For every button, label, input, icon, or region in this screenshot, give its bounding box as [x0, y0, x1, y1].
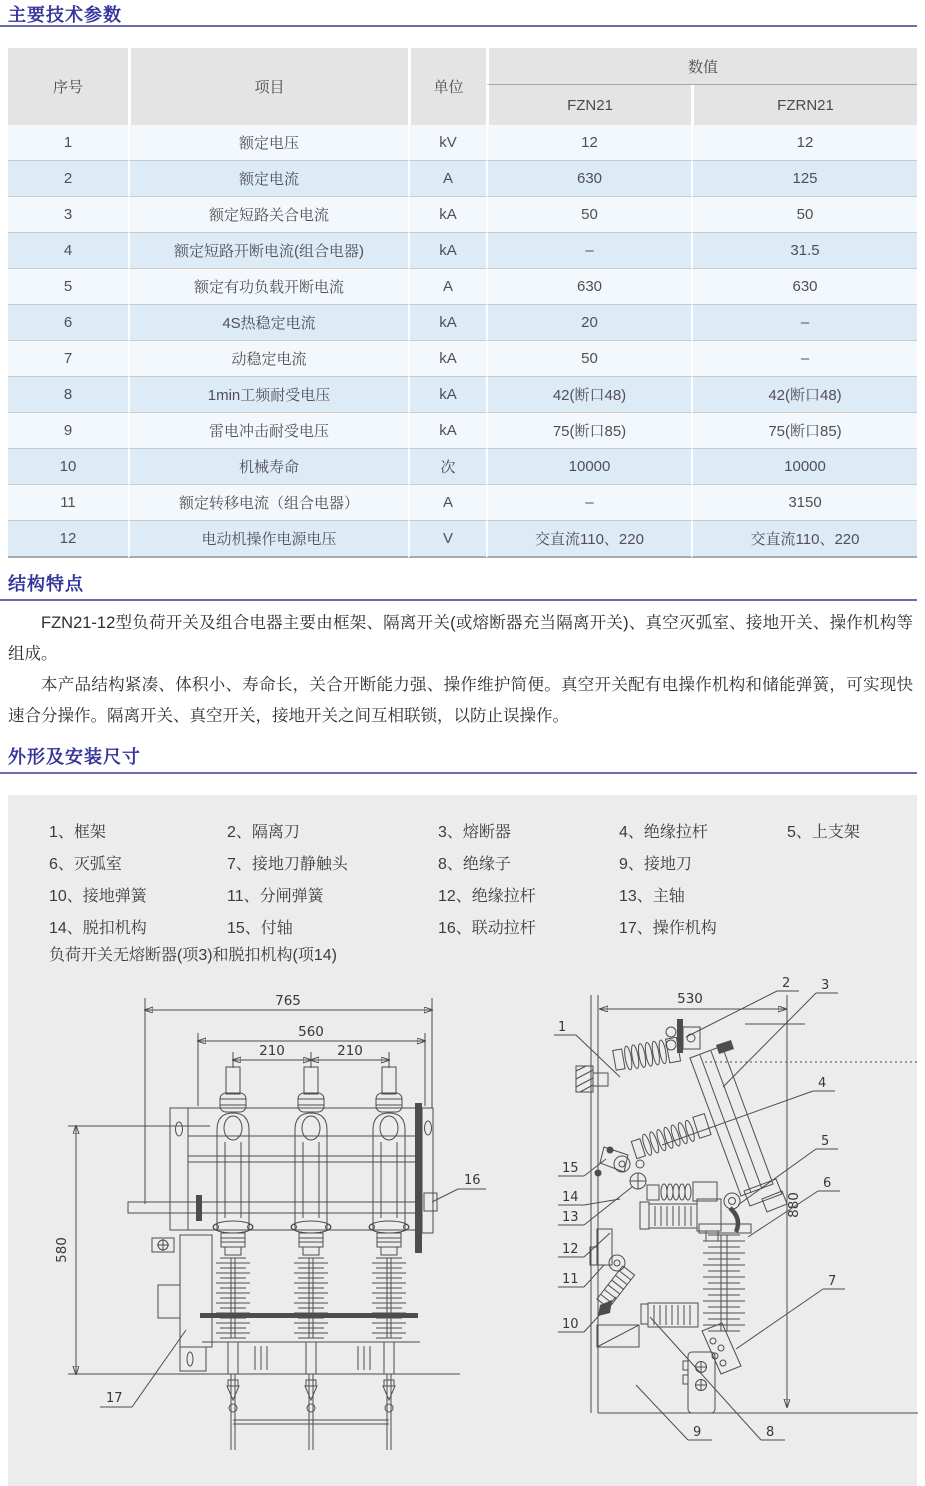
dim-height: 880 — [786, 1192, 802, 1218]
cell-fzn21: 交直流110、220 — [486, 521, 691, 558]
table-row — [8, 449, 917, 485]
label-17: 17 — [106, 1391, 123, 1406]
dim-height: 580 — [54, 1237, 70, 1263]
table-row — [8, 305, 917, 341]
cell-fzrn21: – — [691, 305, 917, 341]
front-view-drawing — [40, 990, 500, 1460]
cell-index: 5 — [8, 269, 128, 305]
col-header-value: 数值 — [486, 48, 917, 85]
label-2: 2 — [782, 976, 791, 991]
cell-item: 电动机操作电源电压 — [128, 521, 408, 558]
label-12: 12 — [562, 1242, 579, 1257]
cell-index: 3 — [8, 197, 128, 233]
cell-fzrn21: 42(断口48) — [691, 377, 917, 413]
table-row — [8, 377, 917, 413]
cell-fzrn21: 3150 — [691, 485, 917, 521]
cell-unit: kA — [408, 377, 486, 413]
structure-description — [8, 608, 913, 732]
part-item: 9、接地刀 — [619, 855, 692, 873]
frame-column — [576, 995, 918, 1413]
part-item: 10、接地弹簧 — [49, 887, 147, 905]
cell-unit: A — [408, 269, 486, 305]
cell-fzn21: 42(断口48) — [486, 377, 691, 413]
insulating-rod — [630, 1114, 711, 1160]
cell-index: 8 — [8, 377, 128, 413]
cell-fzrn21: 10000 — [691, 449, 917, 485]
label-13: 13 — [562, 1210, 579, 1225]
col-header-index: 序号 — [8, 48, 128, 125]
cell-item: 雷电冲击耐受电压 — [128, 413, 408, 449]
cell-unit: kA — [408, 413, 486, 449]
part-item: 17、操作机构 — [619, 919, 717, 937]
cell-item: 额定转移电流（组合电器） — [128, 485, 408, 521]
structure-paragraph-2: 本产品结构紧凑、体积小、寿命长，关合开断能力强、操作维护简便。真空开关配有电操作机构和储能弹簧，可实现快速合分操作。隔离开关、真空开关，接地开关之间互相联锁，以防止误操作。 — [8, 676, 913, 725]
cell-unit: kA — [408, 197, 486, 233]
table-header — [8, 48, 917, 125]
cell-item: 额定短路关合电流 — [128, 197, 408, 233]
cell-item: 1min工频耐受电压 — [128, 377, 408, 413]
lower-bellows — [641, 1303, 698, 1327]
parts-row — [49, 910, 860, 942]
cell-fzrn21: 交直流110、220 — [691, 521, 917, 558]
label-3: 3 — [821, 978, 830, 993]
col-header-unit: 单位 — [408, 48, 486, 125]
cell-fzn21: 630 — [486, 269, 691, 305]
table-row — [8, 521, 917, 558]
part-item: 13、主轴 — [619, 887, 685, 905]
table-row — [8, 233, 917, 269]
table-row — [8, 341, 917, 377]
label-16: 16 — [464, 1173, 481, 1188]
cell-index: 9 — [8, 413, 128, 449]
col-header-fzn21: FZN21 — [486, 85, 691, 125]
parts-row — [49, 846, 860, 878]
cell-fzn21: 10000 — [486, 449, 691, 485]
part-item: 7、接地刀静触头 — [227, 855, 348, 873]
cell-unit: kV — [408, 125, 486, 161]
cell-fzn21: 50 — [486, 197, 691, 233]
cell-fzrn21: 125 — [691, 161, 917, 197]
cell-item: 额定有功负载开断电流 — [128, 269, 408, 305]
cell-unit: V — [408, 521, 486, 558]
section-rule — [0, 599, 917, 601]
cell-item: 机械寿命 — [128, 449, 408, 485]
cell-item: 额定电压 — [128, 125, 408, 161]
cell-index: 4 — [8, 233, 128, 269]
vacuum-interrupter — [699, 1224, 751, 1331]
parts-row — [49, 814, 860, 846]
part-item: 16、联动拉杆 — [438, 919, 536, 937]
label-1: 1 — [558, 1020, 567, 1035]
label-8: 8 — [766, 1425, 775, 1440]
table-row — [8, 485, 917, 521]
cell-fzn21: – — [486, 485, 691, 521]
part-item: 8、绝缘子 — [438, 855, 511, 873]
cell-fzrn21: 75(断口85) — [691, 413, 917, 449]
drawing-panel — [8, 795, 917, 1486]
part-item: 5、上支架 — [787, 823, 860, 841]
cell-unit: A — [408, 485, 486, 521]
section-title-structure: 结构特点 — [8, 574, 84, 594]
cell-fzrn21: 630 — [691, 269, 917, 305]
upper-insulator — [612, 1037, 680, 1072]
cell-unit: A — [408, 161, 486, 197]
cell-unit: kA — [408, 341, 486, 377]
cell-unit: 次 — [408, 449, 486, 485]
cell-unit: kA — [408, 305, 486, 341]
dim-mount-width: 560 — [298, 1024, 324, 1040]
table-row — [8, 197, 917, 233]
cell-fzn21: 75(断口85) — [486, 413, 691, 449]
label-14: 14 — [562, 1190, 579, 1205]
side-view-drawing — [540, 975, 925, 1460]
section-title-parameters: 主要技术参数 — [8, 5, 122, 25]
cell-item: 4S热稳定电流 — [128, 305, 408, 341]
part-item: 3、熔断器 — [438, 823, 511, 841]
cell-index: 6 — [8, 305, 128, 341]
grounding-spring — [597, 1255, 635, 1308]
cell-fzrn21: 12 — [691, 125, 917, 161]
cell-item: 额定电流 — [128, 161, 408, 197]
cell-index: 1 — [8, 125, 128, 161]
section-title-dimensions: 外形及安装尺寸 — [8, 747, 141, 767]
table-row — [8, 161, 917, 197]
cell-item: 额定短路开断电流(组合电器) — [128, 233, 408, 269]
part-item: 11、分闸弹簧 — [227, 887, 324, 905]
label-4: 4 — [818, 1076, 827, 1091]
label-11: 11 — [562, 1272, 579, 1287]
linkage-rod-lug — [424, 1193, 437, 1211]
cell-fzn21: 20 — [486, 305, 691, 341]
dim-pitch-right: 210 — [337, 1043, 363, 1059]
params-table-body — [8, 125, 917, 558]
parts-row — [49, 878, 860, 910]
table-row — [8, 269, 917, 305]
cell-index: 2 — [8, 161, 128, 197]
part-item: 12、绝缘拉杆 — [438, 887, 536, 905]
label-5: 5 — [821, 1134, 830, 1149]
part-item: 14、脱扣机构 — [49, 919, 147, 937]
section-rule — [0, 772, 917, 774]
cell-fzn21: 630 — [486, 161, 691, 197]
col-header-item: 项目 — [128, 48, 408, 125]
cell-unit: kA — [408, 233, 486, 269]
bottom-post — [683, 1352, 715, 1413]
cell-fzn21: – — [486, 233, 691, 269]
parts-list-note: 负荷开关无熔断器(项3)和脱扣机构(项14) — [49, 947, 338, 964]
cell-fzrn21: – — [691, 341, 917, 377]
tech-params-table — [8, 48, 917, 558]
fuse-tube — [690, 1040, 787, 1212]
cell-fzrn21: 31.5 — [691, 233, 917, 269]
dim-depth: 530 — [677, 991, 703, 1007]
section-rule — [0, 25, 917, 27]
part-item: 4、绝缘拉杆 — [619, 823, 708, 841]
structure-paragraph-1: FZN21-12型负荷开关及组合电器主要由框架、隔离开关(或熔断器充当隔离开关)、真空灭弧室、接地开关、操作机构等组成。 — [8, 614, 913, 663]
table-row — [8, 125, 917, 161]
part-item: 6、灭弧室 — [49, 855, 122, 873]
cell-fzn21: 12 — [486, 125, 691, 161]
table-row — [8, 413, 917, 449]
dimension-lines — [600, 991, 920, 1407]
cell-fzrn21: 50 — [691, 197, 917, 233]
dim-pitch-left: 210 — [259, 1043, 285, 1059]
cell-fzn21: 50 — [486, 341, 691, 377]
dim-total-width: 765 — [275, 993, 301, 1009]
cell-index: 10 — [8, 449, 128, 485]
col-header-fzrn21: FZRN21 — [691, 85, 917, 125]
label-6: 6 — [823, 1176, 832, 1191]
part-item: 15、付轴 — [227, 919, 293, 937]
operating-mechanism — [152, 1235, 212, 1371]
part-item: 2、隔离刀 — [227, 823, 300, 841]
parts-list — [49, 814, 860, 942]
label-9: 9 — [693, 1425, 702, 1440]
cell-index: 12 — [8, 521, 128, 558]
top-terminal — [666, 1019, 700, 1053]
cell-index: 11 — [8, 485, 128, 521]
label-10: 10 — [562, 1317, 579, 1332]
part-item: 1、框架 — [49, 823, 106, 841]
cell-index: 7 — [8, 341, 128, 377]
label-15: 15 — [562, 1161, 579, 1176]
cell-item: 动稳定电流 — [128, 341, 408, 377]
label-7: 7 — [828, 1274, 837, 1289]
